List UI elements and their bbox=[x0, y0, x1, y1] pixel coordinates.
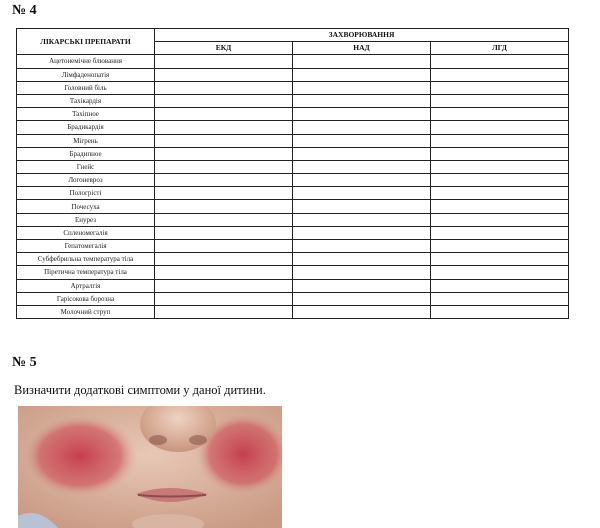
table-row bbox=[17, 81, 569, 94]
table-row bbox=[17, 94, 569, 107]
table-row bbox=[17, 226, 569, 239]
diseases-column-header: ЗАХВОРЮВАННЯ bbox=[155, 29, 569, 42]
empty-answer-cell[interactable] bbox=[431, 292, 569, 305]
disease-column-header: НАД bbox=[293, 42, 431, 55]
empty-answer-cell[interactable] bbox=[293, 147, 431, 160]
empty-answer-cell[interactable] bbox=[431, 121, 569, 134]
table-row bbox=[17, 305, 569, 318]
empty-answer-cell[interactable] bbox=[293, 174, 431, 187]
table-row bbox=[17, 266, 569, 279]
empty-answer-cell[interactable] bbox=[431, 266, 569, 279]
symptom-cell: Тахіпное bbox=[17, 108, 155, 121]
empty-answer-cell[interactable] bbox=[293, 200, 431, 213]
table-row bbox=[17, 134, 569, 147]
table-row bbox=[17, 187, 569, 200]
empty-answer-cell[interactable] bbox=[155, 147, 293, 160]
symptom-cell: Гарісокова борозна bbox=[17, 292, 155, 305]
empty-answer-cell[interactable] bbox=[431, 160, 569, 173]
symptom-cell: Лімфаденопатія bbox=[17, 68, 155, 81]
empty-answer-cell[interactable] bbox=[155, 213, 293, 226]
empty-answer-cell[interactable] bbox=[293, 187, 431, 200]
symptom-cell: Субфебрильна температура тіла bbox=[17, 253, 155, 266]
symptom-cell: Молочний струп bbox=[17, 305, 155, 318]
symptom-cell: Мігрень bbox=[17, 134, 155, 147]
empty-answer-cell[interactable] bbox=[431, 240, 569, 253]
empty-answer-cell[interactable] bbox=[431, 253, 569, 266]
child-face-illustration bbox=[18, 406, 282, 528]
empty-answer-cell[interactable] bbox=[431, 55, 569, 68]
symptom-cell: Пологрісті bbox=[17, 187, 155, 200]
empty-answer-cell[interactable] bbox=[155, 121, 293, 134]
empty-answer-cell[interactable] bbox=[155, 226, 293, 239]
task-5-instruction: Визначити додаткові симптоми у даної дитини. bbox=[14, 383, 266, 397]
symptom-cell: Енурез bbox=[17, 213, 155, 226]
task-5-number: № 5 bbox=[12, 355, 37, 370]
empty-answer-cell[interactable] bbox=[431, 134, 569, 147]
empty-answer-cell[interactable] bbox=[293, 55, 431, 68]
empty-answer-cell[interactable] bbox=[155, 200, 293, 213]
empty-answer-cell[interactable] bbox=[293, 305, 431, 318]
symptom-cell: Спленомегалія bbox=[17, 226, 155, 239]
empty-answer-cell[interactable] bbox=[293, 266, 431, 279]
table-body bbox=[17, 55, 569, 319]
symptom-cell: Гнейс bbox=[17, 160, 155, 173]
empty-answer-cell[interactable] bbox=[431, 108, 569, 121]
symptom-cell: Артралгія bbox=[17, 279, 155, 292]
empty-answer-cell[interactable] bbox=[293, 81, 431, 94]
table-row bbox=[17, 240, 569, 253]
empty-answer-cell[interactable] bbox=[293, 240, 431, 253]
empty-answer-cell[interactable] bbox=[431, 81, 569, 94]
drugs-column-header: ЛІКАРСЬКІ ПРЕПАРАТИ bbox=[17, 29, 155, 55]
empty-answer-cell[interactable] bbox=[293, 213, 431, 226]
empty-answer-cell[interactable] bbox=[293, 121, 431, 134]
empty-answer-cell[interactable] bbox=[293, 94, 431, 107]
right-nostril bbox=[189, 435, 207, 445]
empty-answer-cell[interactable] bbox=[293, 160, 431, 173]
symptom-cell: Логоневроз bbox=[17, 174, 155, 187]
empty-answer-cell[interactable] bbox=[293, 108, 431, 121]
empty-answer-cell[interactable] bbox=[155, 160, 293, 173]
empty-answer-cell[interactable] bbox=[155, 266, 293, 279]
disease-column-header: ЕКД bbox=[155, 42, 293, 55]
table-row bbox=[17, 292, 569, 305]
empty-answer-cell[interactable] bbox=[431, 147, 569, 160]
table-row bbox=[17, 213, 569, 226]
symptom-cell: Тахікардія bbox=[17, 94, 155, 107]
table-row bbox=[17, 121, 569, 134]
empty-answer-cell[interactable] bbox=[155, 305, 293, 318]
symptom-cell: Ацетонемічне блювання bbox=[17, 55, 155, 68]
empty-answer-cell[interactable] bbox=[431, 187, 569, 200]
empty-answer-cell[interactable] bbox=[293, 68, 431, 81]
disease-column-header: ЛГД bbox=[431, 42, 569, 55]
empty-answer-cell[interactable] bbox=[431, 279, 569, 292]
empty-answer-cell[interactable] bbox=[431, 174, 569, 187]
empty-answer-cell[interactable] bbox=[431, 200, 569, 213]
empty-answer-cell[interactable] bbox=[155, 94, 293, 107]
symptom-cell: Головний біль bbox=[17, 81, 155, 94]
symptoms-table bbox=[16, 28, 569, 319]
empty-answer-cell[interactable] bbox=[155, 279, 293, 292]
table-row bbox=[17, 174, 569, 187]
empty-answer-cell[interactable] bbox=[155, 134, 293, 147]
empty-answer-cell[interactable] bbox=[155, 187, 293, 200]
empty-answer-cell[interactable] bbox=[431, 213, 569, 226]
empty-answer-cell[interactable] bbox=[155, 240, 293, 253]
table-row bbox=[17, 55, 569, 68]
empty-answer-cell[interactable] bbox=[431, 226, 569, 239]
empty-answer-cell[interactable] bbox=[155, 292, 293, 305]
table-row bbox=[17, 68, 569, 81]
empty-answer-cell[interactable] bbox=[293, 226, 431, 239]
table-row bbox=[17, 108, 569, 121]
table-row bbox=[17, 253, 569, 266]
empty-answer-cell[interactable] bbox=[431, 68, 569, 81]
empty-answer-cell[interactable] bbox=[155, 81, 293, 94]
empty-answer-cell[interactable] bbox=[431, 94, 569, 107]
left-nostril bbox=[149, 435, 167, 445]
empty-answer-cell[interactable] bbox=[155, 108, 293, 121]
empty-answer-cell[interactable] bbox=[293, 279, 431, 292]
table-row bbox=[17, 160, 569, 173]
symptom-cell: Брадикардія bbox=[17, 121, 155, 134]
empty-answer-cell[interactable] bbox=[155, 174, 293, 187]
table-row bbox=[17, 200, 569, 213]
table-row bbox=[17, 147, 569, 160]
empty-answer-cell[interactable] bbox=[155, 55, 293, 68]
empty-answer-cell[interactable] bbox=[155, 253, 293, 266]
empty-answer-cell[interactable] bbox=[293, 292, 431, 305]
empty-answer-cell[interactable] bbox=[293, 253, 431, 266]
empty-answer-cell[interactable] bbox=[155, 68, 293, 81]
task-4-number: № 4 bbox=[12, 3, 37, 18]
symptom-cell: Брадипное bbox=[17, 147, 155, 160]
symptom-cell: Піретична температура тіла bbox=[17, 266, 155, 279]
empty-answer-cell[interactable] bbox=[293, 134, 431, 147]
symptom-cell: Гепатомегалія bbox=[17, 240, 155, 253]
left-cheek-rash bbox=[22, 414, 138, 498]
child-face-photo bbox=[18, 406, 282, 528]
table-row bbox=[17, 279, 569, 292]
symptom-cell: Почесуха bbox=[17, 200, 155, 213]
empty-answer-cell[interactable] bbox=[431, 305, 569, 318]
